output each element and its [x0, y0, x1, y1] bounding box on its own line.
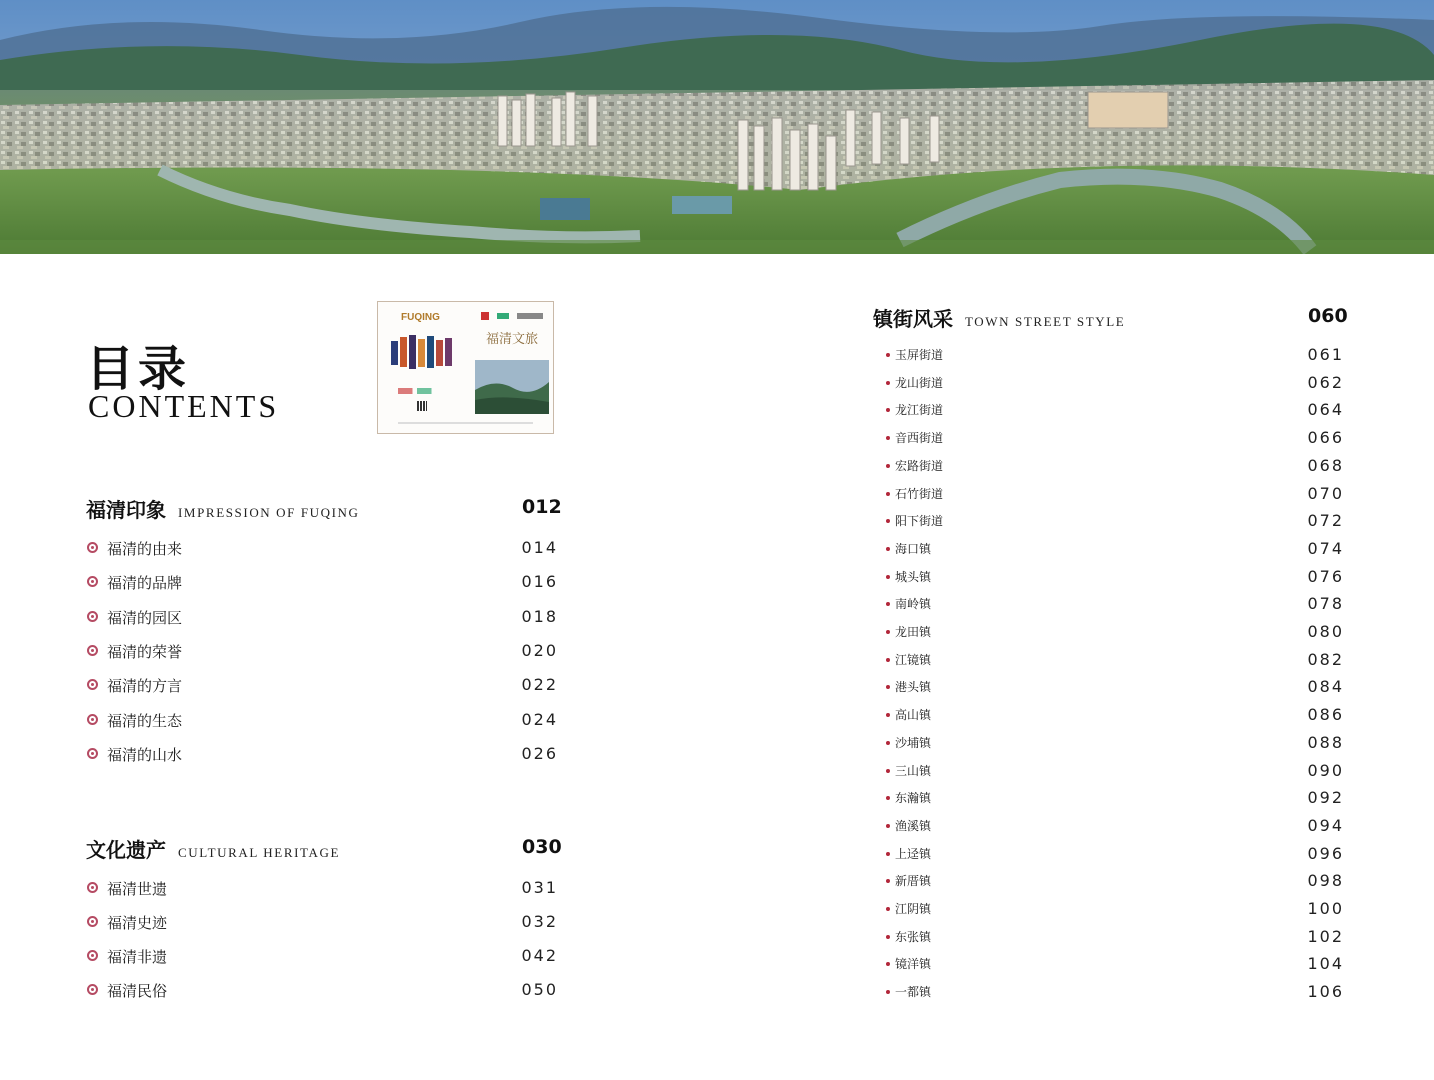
toc-entry-label: 东瀚镇: [895, 791, 932, 806]
toc-entry-label: 海口镇: [895, 541, 932, 556]
circle-bullet-icon: [87, 882, 98, 893]
toc-entry-page: 064: [1307, 400, 1344, 420]
toc-entry-page: 082: [1307, 649, 1344, 669]
dot-bullet-icon: [886, 879, 890, 883]
toc-entry-page: 070: [1307, 483, 1344, 503]
toc-entry-label: 城头镇: [895, 569, 932, 584]
dot-bullet-icon: [886, 436, 890, 440]
toc-entry[interactable]: [884, 650, 1344, 670]
toc-entry[interactable]: [884, 567, 1344, 587]
cover-calligraphy: 福清文旅: [486, 332, 539, 347]
toc-entry-label: 福清世遗: [107, 880, 168, 898]
toc-entry-page: 020: [521, 640, 558, 660]
toc-entry[interactable]: [884, 899, 1344, 919]
circle-bullet-icon: [87, 611, 98, 622]
circle-bullet-icon: [87, 679, 98, 690]
toc-entry-label: 福清的方言: [107, 677, 183, 696]
toc-entry[interactable]: [884, 428, 1344, 448]
toc-entry-label: 江阴镇: [895, 902, 932, 916]
dot-bullet-icon: [886, 769, 890, 773]
toc-entry[interactable]: [884, 484, 1344, 504]
toc-entry-page: 080: [1307, 622, 1344, 641]
section-title-en: CULTURAL HERITAGE: [178, 845, 341, 860]
cover-thumbnail: [377, 301, 554, 434]
toc-entry[interactable]: [884, 982, 1344, 1002]
section-title-en: IMPRESSION OF FUQING: [178, 505, 360, 520]
toc-entry[interactable]: [884, 594, 1344, 614]
toc-entry-label: 沙埔镇: [895, 735, 932, 750]
toc-entry[interactable]: [86, 744, 558, 766]
toc-entry-page: 026: [521, 743, 558, 763]
toc-entry-label: 福清的由来: [107, 540, 183, 558]
toc-entry[interactable]: [884, 733, 1344, 753]
toc-entry[interactable]: [884, 400, 1344, 420]
toc-entry[interactable]: [884, 345, 1344, 365]
toc-entry-page: 100: [1307, 899, 1344, 918]
toc-entry-label: 龙山街道: [895, 375, 944, 390]
dot-bullet-icon: [886, 630, 890, 634]
toc-entry[interactable]: [884, 844, 1344, 864]
page-title-cn: 目录: [86, 341, 191, 397]
dot-bullet-icon: [886, 492, 890, 496]
circle-bullet-icon: [87, 916, 98, 927]
toc-entry-page: 050: [521, 980, 558, 999]
toc-entry-label: 上迳镇: [895, 846, 932, 861]
toc-entry[interactable]: [884, 677, 1344, 697]
toc-entry[interactable]: [884, 816, 1344, 836]
toc-entry[interactable]: [86, 538, 558, 560]
dot-bullet-icon: [886, 685, 890, 689]
dot-bullet-icon: [886, 935, 890, 939]
toc-entry-label: 福清民俗: [107, 982, 168, 1000]
toc-entry[interactable]: [884, 871, 1344, 891]
toc-entry-page: 024: [521, 709, 558, 729]
dot-bullet-icon: [886, 464, 890, 468]
banner-city-panorama: [0, 0, 1434, 254]
toc-entry[interactable]: [86, 710, 558, 732]
toc-entry[interactable]: [884, 622, 1344, 642]
circle-bullet-icon: [87, 984, 98, 995]
section-title-cn: 文化遗产: [86, 838, 166, 862]
toc-entry[interactable]: [86, 607, 558, 629]
toc-entry-label: 福清史迹: [107, 914, 168, 932]
dot-bullet-icon: [886, 796, 890, 800]
toc-entry-label: 龙田镇: [895, 625, 932, 639]
toc-entry-page: 062: [1307, 372, 1344, 392]
toc-entry-page: 096: [1307, 843, 1344, 863]
toc-entry-label: 石竹街道: [895, 486, 944, 501]
dot-bullet-icon: [886, 519, 890, 523]
toc-entry-page: 076: [1307, 566, 1344, 586]
circle-bullet-icon: [87, 748, 98, 759]
cover-slogan-mark: [398, 388, 446, 394]
toc-entry[interactable]: [86, 912, 558, 934]
toc-entry[interactable]: [86, 878, 558, 900]
circle-bullet-icon: [87, 950, 98, 961]
toc-entry-label: 福清的品牌: [107, 574, 183, 593]
toc-entry-label: 龙江街道: [895, 403, 944, 418]
toc-entry-page: 072: [1307, 511, 1344, 531]
section-page-impression[interactable]: 012: [522, 496, 562, 518]
toc-entry-page: 090: [1307, 760, 1344, 780]
toc-entry-page: 014: [521, 538, 558, 557]
toc-entry[interactable]: [884, 373, 1344, 393]
dot-bullet-icon: [886, 852, 890, 856]
toc-entry[interactable]: [884, 511, 1344, 531]
cover-landscape-photo: [475, 360, 549, 414]
toc-entry-page: 092: [1307, 788, 1344, 808]
toc-entry[interactable]: [86, 675, 558, 697]
cover-photo-strips-icon: [391, 335, 455, 369]
dot-bullet-icon: [886, 907, 890, 911]
dot-bullet-icon: [886, 962, 890, 966]
toc-entry[interactable]: [884, 761, 1344, 781]
toc-entry-page: 084: [1307, 677, 1344, 697]
page-title-en: CONTENTS: [88, 388, 280, 424]
toc-entry-label: 三山镇: [895, 763, 932, 778]
toc-entry-label: 新厝镇: [895, 874, 932, 889]
dot-bullet-icon: [886, 547, 890, 551]
toc-entry[interactable]: [884, 788, 1344, 808]
qr-code-icon: [417, 401, 427, 411]
dot-bullet-icon: [886, 741, 890, 745]
cover-footer-line: [398, 422, 533, 424]
toc-entry-page: 042: [521, 946, 558, 965]
toc-entry-label: 福清的生态: [107, 711, 183, 730]
dot-bullet-icon: [886, 824, 890, 828]
toc-entry-label: 福清非遗: [107, 948, 168, 966]
toc-entry-label: 一都镇: [895, 985, 932, 1000]
toc-entry-label: 港头镇: [895, 680, 932, 695]
circle-bullet-icon: [87, 576, 98, 587]
toc-entry-label: 福清的山水: [107, 745, 183, 764]
circle-bullet-icon: [87, 714, 98, 725]
toc-entry-label: 福清的荣誉: [107, 642, 183, 661]
toc-entry-label: 南岭镇: [895, 597, 932, 612]
toc-entry-page: 016: [521, 572, 558, 592]
toc-entry-page: 098: [1307, 871, 1344, 891]
dot-bullet-icon: [886, 713, 890, 717]
toc-entry-label: 福清的园区: [107, 608, 183, 627]
toc-entry-label: 渔溪镇: [895, 818, 932, 833]
dot-bullet-icon: [886, 990, 890, 994]
toc-entry[interactable]: [884, 927, 1344, 947]
toc-entry-page: 066: [1307, 428, 1344, 448]
section-title-en: TOWN STREET STYLE: [965, 314, 1126, 329]
toc-entry-label: 东张镇: [895, 929, 932, 944]
section-page-town[interactable]: 060: [1308, 305, 1348, 327]
dot-bullet-icon: [886, 602, 890, 606]
section-heading-heritage: [86, 834, 340, 863]
section-title-cn: 镇街风采: [873, 307, 953, 331]
toc-entry[interactable]: [86, 946, 558, 968]
toc-entry[interactable]: [86, 641, 558, 663]
cover-logos-icon: [481, 312, 545, 320]
toc-entry-page: 104: [1307, 954, 1344, 974]
toc-entry-label: 玉屏街道: [895, 348, 944, 362]
toc-entry[interactable]: [86, 980, 558, 1002]
toc-entry-page: 061: [1307, 345, 1344, 364]
cover-brand-logo: FUQING: [401, 312, 440, 323]
panorama-image: [0, 0, 1434, 254]
toc-entry-page: 086: [1307, 705, 1344, 725]
toc-entry-label: 宏路街道: [895, 458, 944, 473]
section-heading-town: [873, 303, 1125, 332]
circle-bullet-icon: [87, 645, 98, 656]
toc-entry-label: 阳下街道: [895, 514, 944, 529]
toc-entry-page: 074: [1307, 538, 1344, 558]
toc-entry-label: 镜洋镇: [895, 957, 932, 972]
toc-entry-page: 022: [521, 675, 558, 695]
toc-entry[interactable]: [884, 539, 1344, 559]
toc-entry-page: 102: [1307, 926, 1344, 946]
dot-bullet-icon: [886, 408, 890, 412]
dot-bullet-icon: [886, 658, 890, 662]
section-title-cn: 福清印象: [86, 498, 166, 522]
toc-entry-page: 032: [521, 912, 558, 931]
section-page-heritage[interactable]: 030: [522, 836, 562, 858]
circle-bullet-icon: [87, 542, 98, 553]
toc-entry-page: 106: [1307, 982, 1344, 1002]
section-heading-impression: [86, 494, 360, 523]
dot-bullet-icon: [886, 381, 890, 385]
toc-entry-page: 031: [521, 878, 558, 897]
toc-entry-page: 088: [1307, 732, 1344, 752]
toc-entry[interactable]: [884, 705, 1344, 725]
toc-entry-page: 078: [1307, 594, 1344, 614]
toc-entry-page: 018: [521, 606, 558, 626]
toc-entry-page: 068: [1307, 455, 1344, 475]
toc-entry-label: 高山镇: [895, 708, 932, 723]
dot-bullet-icon: [886, 575, 890, 579]
dot-bullet-icon: [886, 353, 890, 357]
toc-entry[interactable]: [884, 456, 1344, 476]
toc-entry-label: 江镜镇: [895, 652, 932, 667]
toc-entry[interactable]: [86, 572, 558, 594]
toc-entry-page: 094: [1307, 815, 1344, 835]
toc-entry[interactable]: [884, 954, 1344, 974]
toc-entry-label: 音西街道: [895, 431, 944, 446]
